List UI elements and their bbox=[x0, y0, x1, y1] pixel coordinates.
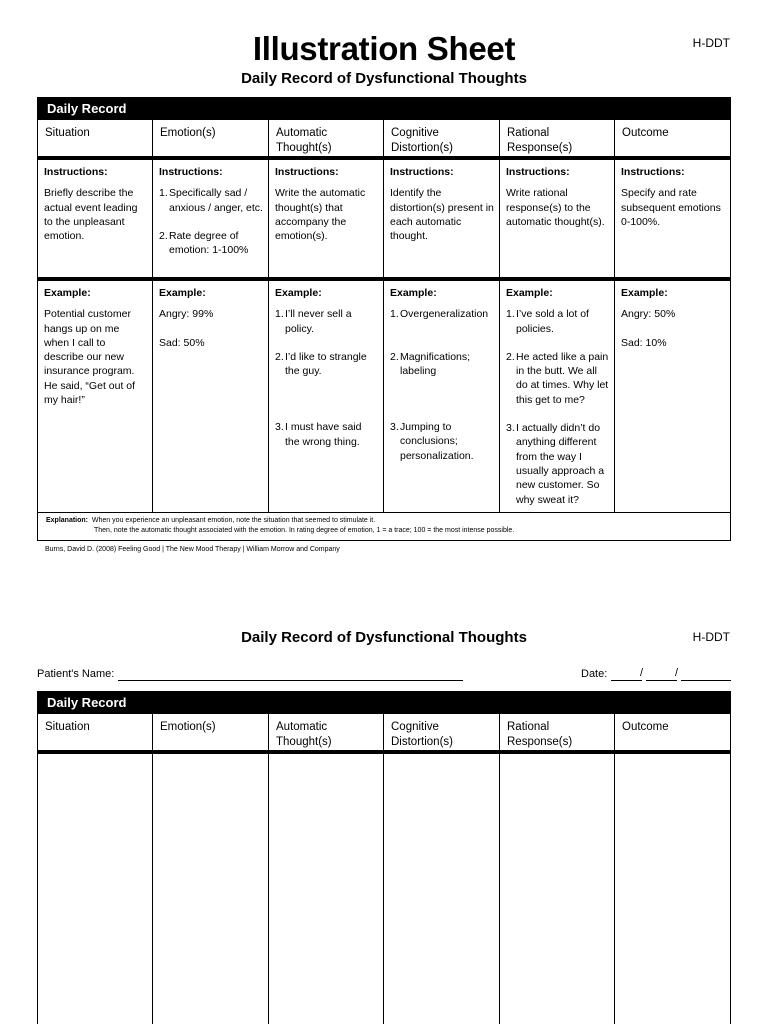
instructions-label: Instructions: bbox=[621, 166, 685, 178]
explanation-label: Explanation: bbox=[46, 517, 89, 524]
instructions-label: Instructions: bbox=[159, 166, 223, 178]
col-header-emotion: Emotion(s) bbox=[153, 714, 269, 750]
col-header-outcome: Outcome bbox=[622, 127, 669, 139]
ex-item bbox=[275, 420, 378, 449]
instr-text: Specifically sad / anxious / anger, etc. bbox=[169, 187, 263, 214]
ex-text: Overgeneralization bbox=[400, 308, 489, 321]
ex-text: I’ve sold a lot of policies. bbox=[516, 308, 589, 335]
col-header-rational: Rational Response(s) bbox=[500, 714, 615, 750]
item-number: 1. bbox=[159, 187, 168, 200]
col-header-situation: Situation bbox=[38, 714, 153, 750]
date-day-field[interactable] bbox=[646, 680, 677, 681]
instr-cell-outcome bbox=[615, 160, 730, 277]
example-label: Example: bbox=[44, 287, 91, 299]
ex-item bbox=[275, 350, 378, 379]
instr-cell-automatic bbox=[269, 160, 384, 277]
date-separator: / bbox=[675, 667, 679, 679]
date-month-field[interactable] bbox=[611, 680, 642, 681]
ex-cell-rational bbox=[500, 281, 615, 512]
date-separator: / bbox=[640, 667, 644, 679]
item-number: 3. bbox=[390, 421, 399, 434]
instr-cell-situation bbox=[38, 160, 153, 277]
item-number: 2. bbox=[275, 350, 284, 363]
date-year-field[interactable] bbox=[681, 680, 731, 681]
example-label: Example: bbox=[390, 287, 437, 299]
instr-cell-emotion bbox=[153, 160, 269, 277]
instructions-label: Instructions: bbox=[275, 166, 339, 178]
ex-item bbox=[275, 307, 378, 336]
item-number: 2. bbox=[506, 350, 515, 363]
ex-cell-distortion bbox=[384, 281, 500, 512]
page-title: Illustration Sheet bbox=[252, 30, 516, 67]
ex-item bbox=[390, 420, 494, 463]
example-row bbox=[38, 281, 730, 512]
blank-cell-situation[interactable] bbox=[38, 754, 153, 1024]
instr-text: Identify the distortion(s) present in each automatic thought. bbox=[390, 187, 494, 243]
col-header-automatic: Automatic Thought(s) bbox=[269, 120, 384, 156]
ex-text: Magnifications; labeling bbox=[400, 350, 471, 377]
item-number: 3. bbox=[275, 421, 284, 434]
example-label: Example: bbox=[275, 287, 322, 299]
instructions-label: Instructions: bbox=[506, 166, 570, 178]
blank-cell-rational[interactable] bbox=[500, 754, 615, 1024]
explanation-line-2: Then, note the automatic thought associated with the emotion. In rating degree of emotion, 1 = a trace; 100 = the most intense possible. bbox=[94, 527, 515, 534]
blank-cell-emotion[interactable] bbox=[153, 754, 269, 1024]
item-number: 1. bbox=[390, 308, 399, 321]
ex-text: Sad: 50% bbox=[159, 336, 205, 349]
form-code: H-DDT bbox=[692, 36, 730, 50]
ex-text: I’d like to strangle the guy. bbox=[285, 350, 367, 378]
explanation-line-1: When you experience an unpleasant emotion, note the situation that seemed to stimulate it. bbox=[91, 517, 376, 524]
ex-text: Angry: 50% bbox=[621, 308, 676, 321]
ex-item bbox=[506, 307, 609, 336]
form-title: Daily Record of Dysfunctional Thoughts bbox=[241, 629, 527, 646]
instructions-row bbox=[38, 160, 730, 277]
form-code: H-DDT bbox=[692, 630, 730, 644]
ex-item bbox=[390, 350, 494, 379]
item-number: 3. bbox=[506, 422, 515, 435]
col-header-rational: Rational Response(s) bbox=[500, 120, 615, 156]
patient-name-label: Patient's Name: bbox=[37, 668, 115, 680]
example-label: Example: bbox=[506, 287, 553, 299]
instr-text: Briefly describe the actual event leading to the unpleasant emotion. bbox=[44, 187, 138, 243]
item-number: 1. bbox=[275, 308, 284, 321]
patient-name-field[interactable] bbox=[118, 680, 463, 681]
col-header-automatic: Automatic Thought(s) bbox=[269, 714, 384, 750]
record-bar: Daily Record bbox=[38, 692, 730, 714]
blank-record-table bbox=[37, 691, 731, 1024]
instr-cell-rational bbox=[500, 160, 615, 277]
illustration-table bbox=[37, 97, 731, 541]
blank-cell-distortion[interactable] bbox=[384, 754, 500, 1024]
instr-cell-distortion bbox=[384, 160, 500, 277]
instr-text: Specify and rate subsequent emotions 0-100%. bbox=[621, 187, 721, 228]
ex-item bbox=[506, 421, 609, 507]
ex-item bbox=[506, 350, 609, 407]
instructions-label: Instructions: bbox=[44, 166, 108, 178]
col-header-distortion: Cognitive Distortion(s) bbox=[384, 714, 500, 750]
col-header-distortion: Cognitive Distortion(s) bbox=[384, 120, 500, 156]
ex-text: I actually didn’t do anything different from the way I usually approach a new customer. So why sweat it? bbox=[516, 422, 605, 506]
ex-cell-automatic bbox=[269, 281, 384, 512]
instr-text: Rate degree of emotion: 1-100% bbox=[169, 229, 249, 257]
blank-cell-automatic[interactable] bbox=[269, 754, 384, 1024]
instr-text: Write the automatic thought(s) that accompany the emotion(s). bbox=[275, 187, 366, 243]
ex-text: I’ll never sell a policy. bbox=[285, 308, 352, 335]
record-bar: Daily Record bbox=[38, 98, 730, 120]
ex-cell-situation bbox=[38, 281, 153, 512]
blank-entry-row bbox=[38, 754, 730, 1024]
col-header-emotion: Emotion(s) bbox=[153, 120, 269, 156]
ex-cell-emotion bbox=[153, 281, 269, 512]
ex-item bbox=[390, 307, 494, 321]
example-label: Example: bbox=[159, 287, 206, 299]
item-number: 2. bbox=[390, 350, 399, 363]
instr-item bbox=[159, 229, 263, 258]
item-number: 1. bbox=[506, 308, 515, 321]
example-label: Example: bbox=[621, 287, 668, 299]
item-number: 2. bbox=[159, 229, 168, 242]
page-subtitle: Daily Record of Dysfunctional Thoughts bbox=[241, 70, 527, 87]
date-label: Date: bbox=[581, 668, 608, 680]
col-header-situation: Situation bbox=[38, 120, 153, 156]
ex-text: Angry: 99% bbox=[159, 308, 214, 321]
ex-text: I must have said the wrong thing. bbox=[285, 421, 362, 448]
ex-text: Potential customer hangs up on me when I call to describe our new insurance program. He said, “Get out of my hair!” bbox=[44, 308, 136, 407]
blank-cell-outcome[interactable] bbox=[615, 754, 730, 1024]
ex-text: Jumping to conclusions; personalization. bbox=[400, 421, 474, 462]
instr-item bbox=[159, 186, 263, 215]
col-header-outcome: Outcome bbox=[622, 721, 669, 733]
citation: Burns, David D. (2008) Feeling Good | The New Mood Therapy | William Morrow and Company bbox=[45, 546, 340, 553]
column-header-row bbox=[38, 120, 730, 156]
column-header-row bbox=[38, 714, 730, 750]
ex-text: He acted like a pain in the butt. We all do at times. Why let this get to me? bbox=[516, 350, 609, 406]
ex-text: Sad: 10% bbox=[621, 336, 667, 349]
instructions-label: Instructions: bbox=[390, 166, 454, 178]
explanation-note bbox=[38, 512, 730, 537]
ex-cell-outcome bbox=[615, 281, 730, 512]
instr-text: Write rational response(s) to the automatic thought(s). bbox=[506, 187, 605, 228]
